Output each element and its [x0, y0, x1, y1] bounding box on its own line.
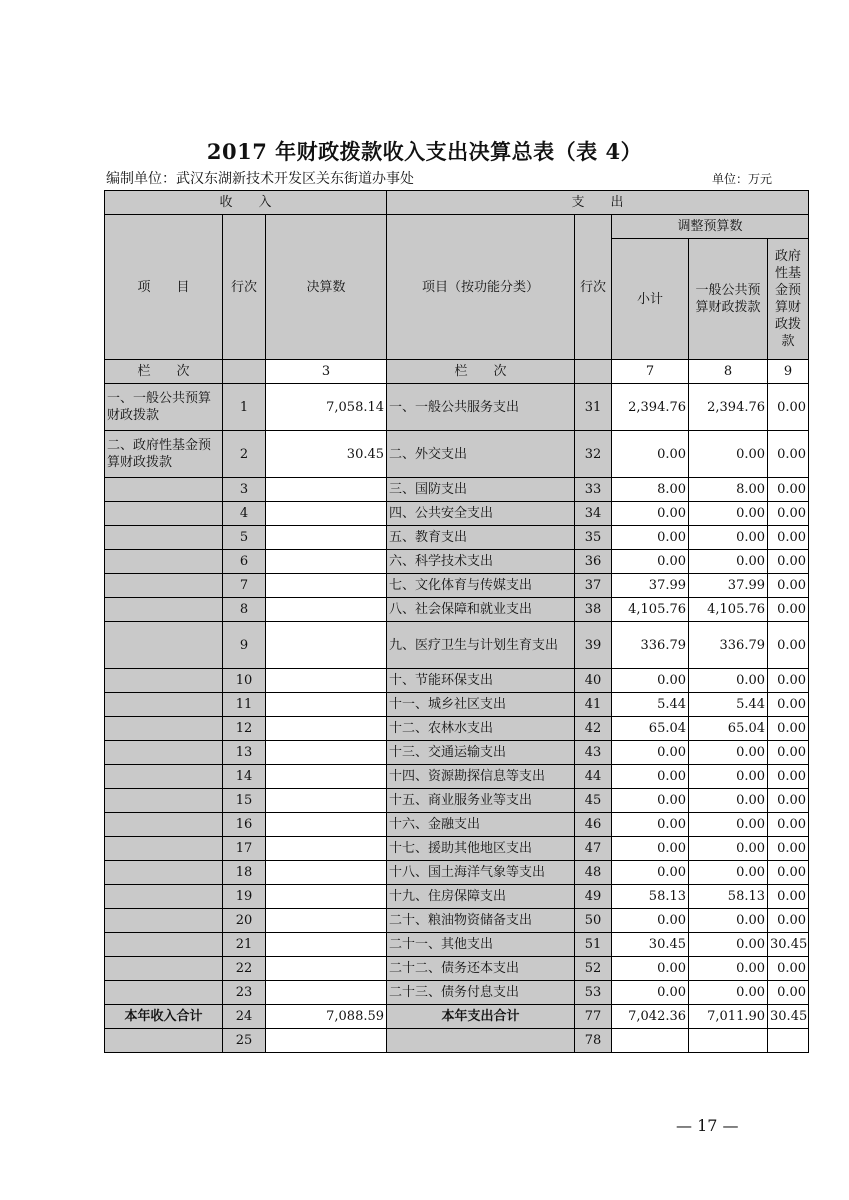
fund-budget-header: 政府性基金预算财政拨款: [768, 239, 809, 360]
expense-row-no-cell: 44: [575, 765, 612, 789]
subtotal-cell: 0.00: [612, 550, 689, 574]
income-amount-cell: [266, 717, 387, 741]
subtotal-cell: 0.00: [612, 981, 689, 1005]
fund-budget-cell: 0.00: [768, 693, 809, 717]
income-row-no-cell: 17: [223, 837, 266, 861]
expense-row-no-cell: 43: [575, 741, 612, 765]
income-amount-cell: [266, 622, 387, 669]
expense-item-cell: 十七、援助其他地区支出: [387, 837, 575, 861]
expense-item-cell: 十八、国土海洋气象等支出: [387, 861, 575, 885]
expense-item-cell: 十九、住房保障支出: [387, 885, 575, 909]
table-row: [105, 861, 809, 885]
expense-item-cell: 三、国防支出: [387, 478, 575, 502]
subtotal-cell: 0.00: [612, 909, 689, 933]
subtotal-cell: 58.13: [612, 885, 689, 909]
expense-item-cell: 八、社会保障和就业支出: [387, 598, 575, 622]
table-row: [105, 885, 809, 909]
subtotal-cell: 37.99: [612, 574, 689, 598]
general-budget-cell: [689, 1029, 768, 1053]
reporting-unit: 编制单位：武汉东湖新技术开发区关东街道办事处: [106, 171, 414, 187]
subtotal-cell: 2,394.76: [612, 384, 689, 431]
subtotal-cell: 0.00: [612, 789, 689, 813]
expense-item-cell: 四、公共安全支出: [387, 502, 575, 526]
expense-row-no-cell: 53: [575, 981, 612, 1005]
general-budget-cell: 2,394.76: [689, 384, 768, 431]
expense-row-no-cell: 33: [575, 478, 612, 502]
fund-budget-cell: 0.00: [768, 478, 809, 502]
income-amount-cell: 30.45: [266, 431, 387, 478]
expense-row-no-cell: 34: [575, 502, 612, 526]
subtotal-cell: 0.00: [612, 813, 689, 837]
income-amount-cell: [266, 1029, 387, 1053]
income-item-cell: 二、政府性基金预算财政拨款: [105, 431, 223, 478]
col-index-5: [575, 360, 612, 384]
expense-item-cell: 七、文化体育与传媒支出: [387, 574, 575, 598]
table-row: [105, 431, 809, 478]
col-index-9: 9: [768, 360, 809, 384]
general-budget-cell: 8.00: [689, 478, 768, 502]
expense-row-no-cell: 49: [575, 885, 612, 909]
fund-budget-cell: 0.00: [768, 550, 809, 574]
expense-row-no-cell: 42: [575, 717, 612, 741]
col-index-8: 8: [689, 360, 768, 384]
table-row: [105, 502, 809, 526]
income-item-cell: [105, 1029, 223, 1053]
income-amount-cell: [266, 502, 387, 526]
subtotal-cell: 0.00: [612, 431, 689, 478]
income-amount-cell: [266, 574, 387, 598]
col-index-3: 3: [266, 360, 387, 384]
income-item-cell: 本年收入合计: [105, 1005, 223, 1029]
income-row-no-cell: 11: [223, 693, 266, 717]
table-row: [105, 837, 809, 861]
income-item-cell: [105, 933, 223, 957]
table-row: [105, 957, 809, 981]
income-item-cell: [105, 693, 223, 717]
expense-row-no-cell: 40: [575, 669, 612, 693]
general-budget-cell: 5.44: [689, 693, 768, 717]
adjusted-budget-header: 调整预算数: [612, 215, 809, 239]
expense-item-header: 项目（按功能分类）: [387, 215, 575, 360]
income-row-no-cell: 20: [223, 909, 266, 933]
expense-row-no-cell: 51: [575, 933, 612, 957]
budget-table: [104, 190, 809, 1053]
general-budget-cell: 0.00: [689, 765, 768, 789]
fund-budget-cell: 0.00: [768, 431, 809, 478]
table-row: [105, 1029, 809, 1053]
fund-budget-cell: 0.00: [768, 574, 809, 598]
expense-row-no-cell: 47: [575, 837, 612, 861]
fund-budget-cell: 0.00: [768, 789, 809, 813]
income-item-cell: [105, 981, 223, 1005]
general-budget-header: 一般公共预算财政拨款: [689, 239, 768, 360]
income-row-no-cell: 5: [223, 526, 266, 550]
income-row-no-cell: 16: [223, 813, 266, 837]
income-item-cell: [105, 598, 223, 622]
fund-budget-cell: 0.00: [768, 669, 809, 693]
expense-row-no-cell: 41: [575, 693, 612, 717]
section-header-row: [105, 191, 809, 215]
income-item-cell: [105, 550, 223, 574]
income-amount-cell: [266, 837, 387, 861]
expense-row-no-cell: 36: [575, 550, 612, 574]
income-item-cell: 一、一般公共预算财政拨款: [105, 384, 223, 431]
income-amount-cell: [266, 933, 387, 957]
expense-item-cell: 十、节能环保支出: [387, 669, 575, 693]
fund-budget-cell: 0.00: [768, 909, 809, 933]
expense-row-no-cell: 45: [575, 789, 612, 813]
expense-item-cell: 十二、农林水支出: [387, 717, 575, 741]
table-row: [105, 574, 809, 598]
income-amount-cell: [266, 981, 387, 1005]
subtotal-cell: 0.00: [612, 861, 689, 885]
expense-row-no-cell: 52: [575, 957, 612, 981]
income-item-cell: [105, 741, 223, 765]
general-budget-cell: 0.00: [689, 550, 768, 574]
income-item-cell: [105, 765, 223, 789]
income-row-no-cell: 15: [223, 789, 266, 813]
general-budget-cell: 0.00: [689, 933, 768, 957]
subtotal-cell: 4,105.76: [612, 598, 689, 622]
fund-budget-cell: 0.00: [768, 981, 809, 1005]
col-index-label-2: 栏 次: [387, 360, 575, 384]
page-number: — 17 —: [676, 1116, 739, 1135]
income-item-cell: [105, 478, 223, 502]
table-row: [105, 981, 809, 1005]
income-row-no-cell: 19: [223, 885, 266, 909]
table-row: [105, 478, 809, 502]
general-budget-cell: 0.00: [689, 837, 768, 861]
income-item-cell: [105, 574, 223, 598]
income-row-no-cell: 24: [223, 1005, 266, 1029]
general-budget-cell: 0.00: [689, 861, 768, 885]
general-budget-cell: 0.00: [689, 957, 768, 981]
general-budget-cell: 37.99: [689, 574, 768, 598]
income-amount-cell: [266, 885, 387, 909]
subtotal-cell: 5.44: [612, 693, 689, 717]
expense-row-no-cell: 35: [575, 526, 612, 550]
income-amount-cell: [266, 741, 387, 765]
fund-budget-cell: 0.00: [768, 765, 809, 789]
income-amount-cell: [266, 669, 387, 693]
header-row: [105, 215, 809, 239]
fund-budget-cell: [768, 1029, 809, 1053]
total-row: [105, 1005, 809, 1029]
table-row: [105, 384, 809, 431]
general-budget-cell: 0.00: [689, 789, 768, 813]
table-row: [105, 789, 809, 813]
income-item-cell: [105, 717, 223, 741]
subtotal-cell: 0.00: [612, 765, 689, 789]
expense-row-no-cell: 50: [575, 909, 612, 933]
income-row-no-cell: 14: [223, 765, 266, 789]
income-row-no-cell: 12: [223, 717, 266, 741]
income-row-no-cell: 22: [223, 957, 266, 981]
income-row-no-cell: 6: [223, 550, 266, 574]
subtotal-cell: 0.00: [612, 957, 689, 981]
currency-unit: 单位：万元: [712, 172, 773, 186]
fund-budget-cell: 0.00: [768, 622, 809, 669]
income-row-no-cell: 25: [223, 1029, 266, 1053]
expense-row-no-cell: 78: [575, 1029, 612, 1053]
income-item-cell: [105, 789, 223, 813]
table-row: [105, 669, 809, 693]
expense-item-cell: 一、一般公共服务支出: [387, 384, 575, 431]
col-index-7: 7: [612, 360, 689, 384]
income-row-no-cell: 8: [223, 598, 266, 622]
expense-item-cell: 二、外交支出: [387, 431, 575, 478]
fund-budget-cell: 0.00: [768, 598, 809, 622]
expense-item-cell: 二十一、其他支出: [387, 933, 575, 957]
general-budget-cell: 4,105.76: [689, 598, 768, 622]
income-item-cell: [105, 526, 223, 550]
col-index-2: [223, 360, 266, 384]
expense-item-cell: 十六、金融支出: [387, 813, 575, 837]
expense-item-cell: [387, 1029, 575, 1053]
general-budget-cell: 0.00: [689, 431, 768, 478]
income-amount-cell: [266, 478, 387, 502]
income-amount-cell: [266, 957, 387, 981]
expense-item-cell: 二十二、债务还本支出: [387, 957, 575, 981]
expense-row-no-cell: 38: [575, 598, 612, 622]
subtotal-cell: 0.00: [612, 669, 689, 693]
income-row-no-cell: 10: [223, 669, 266, 693]
income-amount-cell: [266, 789, 387, 813]
fund-budget-cell: 0.00: [768, 741, 809, 765]
expense-row-no-cell: 46: [575, 813, 612, 837]
income-row-no-cell: 7: [223, 574, 266, 598]
income-amount-cell: 7,088.59: [266, 1005, 387, 1029]
income-section-header: 收 入: [105, 191, 387, 215]
fund-budget-cell: 0.00: [768, 717, 809, 741]
subtotal-cell: 0.00: [612, 837, 689, 861]
income-amount-cell: 7,058.14: [266, 384, 387, 431]
subtotal-header: 小计: [612, 239, 689, 360]
subtotal-cell: 0.00: [612, 526, 689, 550]
income-amount-cell: [266, 693, 387, 717]
subtotal-cell: 65.04: [612, 717, 689, 741]
fund-budget-cell: 0.00: [768, 384, 809, 431]
income-item-cell: [105, 957, 223, 981]
expense-row-no-cell: 39: [575, 622, 612, 669]
subtotal-cell: 30.45: [612, 933, 689, 957]
expense-item-cell: 十一、城乡社区支出: [387, 693, 575, 717]
income-amount-cell: [266, 598, 387, 622]
subtotal-cell: 336.79: [612, 622, 689, 669]
income-row-no-cell: 3: [223, 478, 266, 502]
general-budget-cell: 0.00: [689, 526, 768, 550]
expense-item-cell: 二十三、债务付息支出: [387, 981, 575, 1005]
income-amount-cell: [266, 861, 387, 885]
income-item-cell: [105, 813, 223, 837]
fund-budget-cell: 0.00: [768, 837, 809, 861]
fund-budget-cell: 0.00: [768, 502, 809, 526]
expense-item-cell: 十五、商业服务业等支出: [387, 789, 575, 813]
general-budget-cell: 0.00: [689, 502, 768, 526]
general-budget-cell: 58.13: [689, 885, 768, 909]
expense-item-cell: 本年支出合计: [387, 1005, 575, 1029]
page-title: 2017 年财政拨款收入支出决算总表（表 4）: [206, 139, 643, 164]
fund-budget-cell: 0.00: [768, 957, 809, 981]
income-amount-cell: [266, 526, 387, 550]
column-index-row: [105, 360, 809, 384]
table-row: [105, 909, 809, 933]
income-item-header: 项 目: [105, 215, 223, 360]
general-budget-cell: 0.00: [689, 909, 768, 933]
general-budget-cell: 0.00: [689, 813, 768, 837]
subtotal-cell: 8.00: [612, 478, 689, 502]
income-row-no-cell: 1: [223, 384, 266, 431]
income-row-no-cell: 2: [223, 431, 266, 478]
income-item-cell: [105, 885, 223, 909]
general-budget-cell: 0.00: [689, 981, 768, 1005]
general-budget-cell: 336.79: [689, 622, 768, 669]
income-amount-cell: [266, 813, 387, 837]
expense-row-no-cell: 37: [575, 574, 612, 598]
table-row: [105, 765, 809, 789]
expense-item-cell: 九、医疗卫生与计划生育支出: [387, 622, 575, 669]
expense-row-no-header: 行次: [575, 215, 612, 360]
expense-row-no-cell: 32: [575, 431, 612, 478]
final-amount-header: 决算数: [266, 215, 387, 360]
general-budget-cell: 65.04: [689, 717, 768, 741]
income-item-cell: [105, 502, 223, 526]
expense-row-no-cell: 77: [575, 1005, 612, 1029]
col-index-label: 栏 次: [105, 360, 223, 384]
expense-section-header: 支 出: [387, 191, 809, 215]
fund-budget-cell: 30.45: [768, 933, 809, 957]
income-row-no-cell: 4: [223, 502, 266, 526]
income-row-no-cell: 23: [223, 981, 266, 1005]
table-row: [105, 598, 809, 622]
table-row: [105, 813, 809, 837]
income-item-cell: [105, 837, 223, 861]
expense-row-no-cell: 31: [575, 384, 612, 431]
income-item-cell: [105, 669, 223, 693]
table-row: [105, 741, 809, 765]
general-budget-cell: 0.00: [689, 741, 768, 765]
expense-row-no-cell: 48: [575, 861, 612, 885]
income-row-no-cell: 9: [223, 622, 266, 669]
table-row: [105, 622, 809, 669]
income-item-cell: [105, 861, 223, 885]
table-row: [105, 717, 809, 741]
expense-item-cell: 二十、粮油物资储备支出: [387, 909, 575, 933]
income-row-no-cell: 21: [223, 933, 266, 957]
table-row: [105, 550, 809, 574]
income-item-cell: [105, 909, 223, 933]
income-amount-cell: [266, 765, 387, 789]
subtotal-cell: 0.00: [612, 741, 689, 765]
table-row: [105, 693, 809, 717]
fund-budget-cell: 0.00: [768, 813, 809, 837]
income-row-no-cell: 13: [223, 741, 266, 765]
subtotal-cell: [612, 1029, 689, 1053]
subtotal-cell: 7,042.36: [612, 1005, 689, 1029]
expense-item-cell: 十三、交通运输支出: [387, 741, 575, 765]
income-item-cell: [105, 622, 223, 669]
income-amount-cell: [266, 550, 387, 574]
general-budget-cell: 7,011.90: [689, 1005, 768, 1029]
income-amount-cell: [266, 909, 387, 933]
expense-item-cell: 六、科学技术支出: [387, 550, 575, 574]
fund-budget-cell: 30.45: [768, 1005, 809, 1029]
fund-budget-cell: 0.00: [768, 526, 809, 550]
table-row: [105, 526, 809, 550]
table-row: [105, 933, 809, 957]
fund-budget-cell: 0.00: [768, 861, 809, 885]
fund-budget-cell: 0.00: [768, 885, 809, 909]
subtotal-cell: 0.00: [612, 502, 689, 526]
general-budget-cell: 0.00: [689, 669, 768, 693]
expense-item-cell: 十四、资源勘探信息等支出: [387, 765, 575, 789]
income-row-no-cell: 18: [223, 861, 266, 885]
income-row-no-header: 行次: [223, 215, 266, 360]
expense-item-cell: 五、教育支出: [387, 526, 575, 550]
